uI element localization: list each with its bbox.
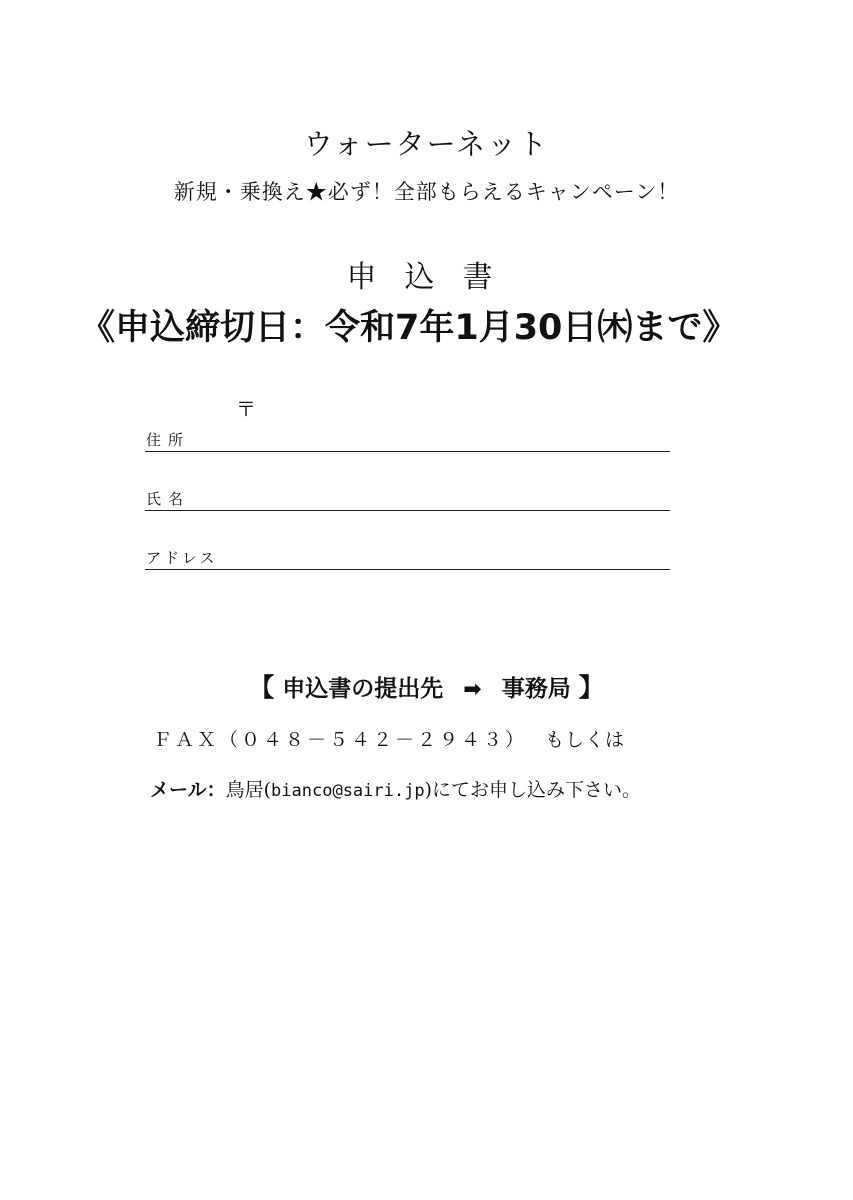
postal-mark: 〒 <box>236 397 256 421</box>
submission-heading-left: 申込書の提出先 <box>282 676 444 702</box>
mail-suffix-text: )にてお申し込み下さい。 <box>424 779 641 801</box>
name-label: 氏名 <box>146 490 191 508</box>
mail-label: メール： <box>150 779 226 801</box>
fax-line <box>153 725 625 752</box>
submission-heading-right: 事務局 <box>501 676 571 702</box>
deadline-notice: 《申込締切日：令和7年1月30日㈭まで》 <box>80 308 738 348</box>
submission-heading <box>0 668 853 704</box>
mail-contact-name: 鳥居( <box>225 779 272 801</box>
address-label: 住所 <box>146 431 191 449</box>
open-bracket: 【 <box>249 673 275 702</box>
fax-or-text: もしくは <box>545 729 626 751</box>
email-field[interactable] <box>145 541 670 570</box>
name-field[interactable] <box>145 482 670 511</box>
document-title: ウォーターネット <box>303 127 550 161</box>
arrow-right-icon: ➡ <box>463 677 482 702</box>
mail-address-link[interactable]: bianco@sairi.jp <box>271 781 425 801</box>
close-bracket: 】 <box>578 673 604 702</box>
form-title: 申込書 <box>346 260 521 295</box>
email-label: アドレス <box>146 549 218 567</box>
mail-line <box>150 775 641 802</box>
address-field[interactable] <box>145 423 670 452</box>
fax-number: ＦＡＸ（０４８－５４２－２９４３） <box>153 729 528 751</box>
campaign-subtitle: 新規・乗換え★必ず！全部もらえるキャンペーン！ <box>173 180 680 204</box>
